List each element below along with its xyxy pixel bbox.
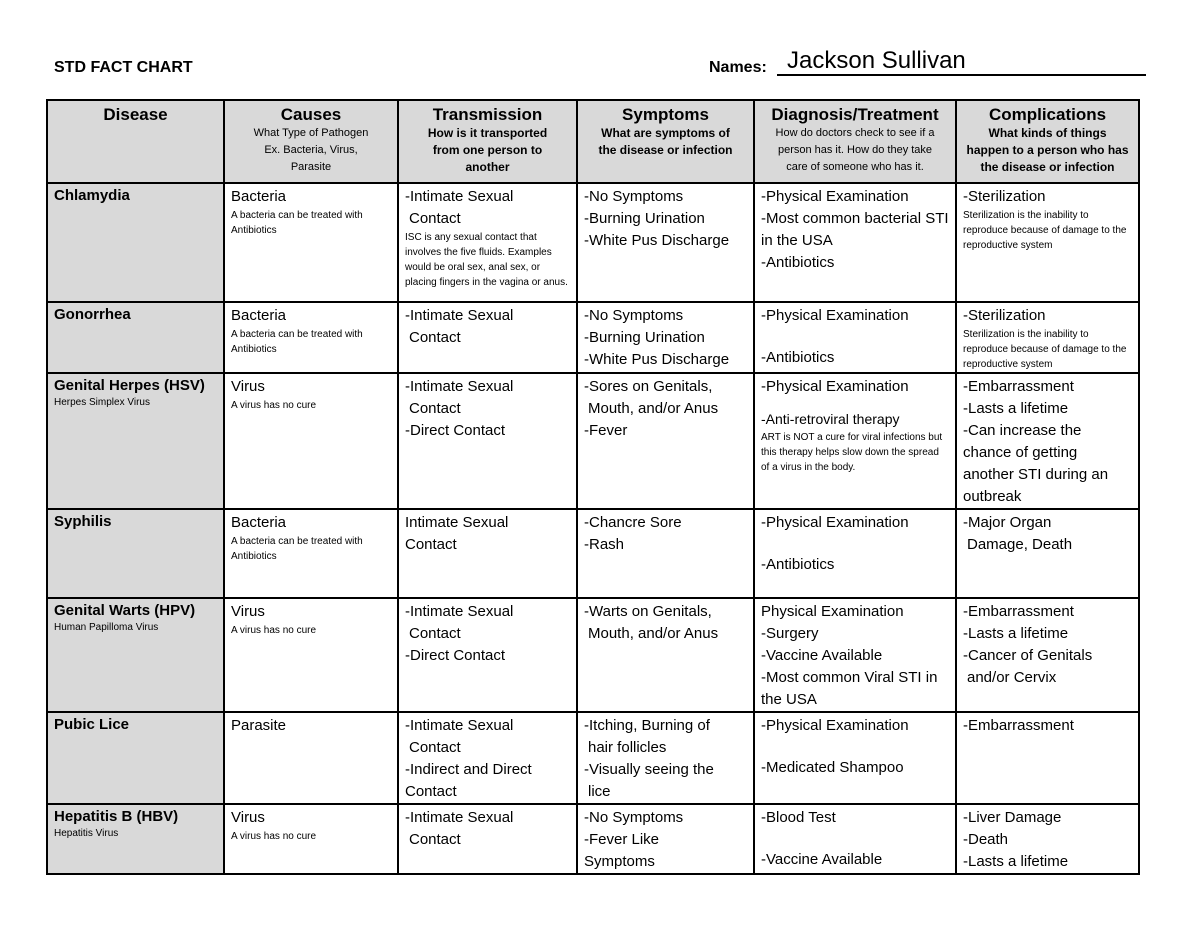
header-title: Transmission [432, 105, 543, 124]
table-row [47, 598, 1139, 712]
complication-line: -Embarrassment [963, 378, 1074, 395]
transmission-cell [398, 183, 577, 302]
disease-name: Hepatitis B (HBV) [54, 808, 179, 825]
complications-note: Sterilization is the inability to reproduce because of damage to the reproductive system [963, 329, 1127, 370]
header-row [47, 100, 1139, 183]
symptom-line: -White Pus Discharge [584, 351, 730, 368]
transmission-line: -Intimate Sexual [405, 188, 514, 205]
table-row [47, 712, 1139, 804]
diagnosis-line: -Physical Examination [761, 307, 909, 324]
complication-line: -Lasts a lifetime [963, 625, 1069, 642]
transmission-line: Intimate Sexual [405, 514, 509, 531]
cause-value: Virus [231, 603, 265, 620]
disease-full-name: Hepatitis Virus [54, 828, 119, 839]
complication-line: -Major Organ [963, 514, 1052, 531]
symptoms-cell [577, 183, 754, 302]
complication-line: -Sterilization [963, 307, 1046, 324]
diagnosis-cell [754, 598, 956, 712]
diagnosis-line: -Anti-retroviral therapy [761, 411, 900, 427]
header-desc: Ex. Bacteria, Virus, [264, 144, 358, 156]
header-desc: Parasite [290, 161, 332, 173]
diagnosis-line: -Antibiotics [761, 254, 835, 271]
complications-cell [956, 183, 1139, 302]
cause-value: Bacteria [231, 514, 287, 531]
document-title: STD FACT CHART [54, 59, 193, 76]
diagnosis-line: -Physical Examination [761, 188, 909, 205]
transmission-line: Contact [409, 210, 461, 227]
transmission-line: Contact [409, 625, 461, 642]
transmission-line: Contact [409, 400, 461, 417]
header-desc: care of someone who has it. [786, 161, 924, 173]
symptom-line: -Sores on Genitals, [584, 378, 713, 395]
diagnosis-line: -Medicated Shampoo [761, 759, 904, 776]
transmission-cell [398, 712, 577, 804]
header-desc: person has it. How do they take [777, 144, 933, 156]
complication-line: -Embarrassment [963, 717, 1074, 734]
cause-note: A virus has no cure [231, 831, 317, 842]
header-complications [956, 100, 1139, 183]
spacer [761, 327, 949, 347]
cause-note: A virus has no cure [231, 400, 317, 411]
header-desc: happen to a person who has [966, 143, 1129, 157]
table-row [47, 804, 1139, 874]
header-desc: the disease or infection [980, 160, 1115, 174]
symptom-line: -Visually seeing the [584, 761, 714, 778]
cause-cell [224, 509, 398, 598]
header-desc: How is it transported [427, 126, 548, 140]
header-title: Symptoms [622, 105, 709, 124]
diagnosis-line: -Physical Examination [761, 717, 909, 734]
disease-name: Genital Herpes (HSV) [54, 377, 205, 394]
symptom-line: -Chancre Sore [584, 514, 682, 531]
diagnosis-line: -Blood Test [761, 809, 836, 826]
disease-cell [47, 598, 224, 712]
symptom-line: -Burning Urination [584, 210, 705, 227]
symptom-line: -Fever [584, 422, 628, 439]
disease-name: Pubic Lice [54, 716, 130, 733]
diagnosis-line: -Antibiotics [761, 349, 835, 366]
transmission-line: -Intimate Sexual [405, 307, 514, 324]
header-title: Disease [103, 105, 168, 124]
transmission-line: -Intimate Sexual [405, 717, 514, 734]
header-desc: How do doctors check to see if a [775, 127, 935, 139]
transmission-cell [398, 598, 577, 712]
complication-line: -Lasts a lifetime [963, 400, 1069, 417]
symptom-line: -Rash [584, 536, 625, 553]
disease-name: Syphilis [54, 513, 112, 530]
diagnosis-line: -Physical Examination [761, 378, 909, 395]
table-row [47, 183, 1139, 302]
disease-cell [47, 509, 224, 598]
complications-note: Sterilization is the inability to reproduce because of damage to the reproductive system [963, 210, 1127, 251]
diagnosis-line: -Physical Examination [761, 514, 909, 531]
symptoms-cell [577, 302, 754, 373]
transmission-line: Contact [405, 536, 457, 553]
complication-line: -Death [963, 831, 1009, 848]
symptoms-cell [577, 712, 754, 804]
disease-full-name: Herpes Simplex Virus [54, 397, 150, 408]
transmission-cell [398, 509, 577, 598]
header-title: Causes [280, 105, 342, 124]
table-row [47, 509, 1139, 598]
transmission-line: -Intimate Sexual [405, 809, 514, 826]
complications-cell [956, 509, 1139, 598]
table-row [47, 373, 1139, 509]
cause-value: Bacteria [231, 188, 287, 205]
header-desc: another [465, 160, 510, 174]
cause-cell [224, 183, 398, 302]
diagnosis-line: -Vaccine Available [761, 851, 883, 868]
header-desc: from one person to [432, 143, 543, 157]
complication-line: -Liver Damage [963, 809, 1062, 826]
complication-line: -Lasts a lifetime [963, 853, 1069, 870]
header-causes [224, 100, 398, 183]
disease-full-name: Human Papilloma Virus [54, 622, 159, 633]
transmission-note: ISC is any sexual contact that involves the five fluids. Examples would be oral sex, anal sex, or placing fingers in the vagina or anus. [405, 232, 568, 288]
spacer [761, 398, 949, 408]
cause-note: A bacteria can be treated with Antibiotics [231, 329, 363, 355]
complications-cell [956, 804, 1139, 874]
complication-line: -Sterilization [963, 188, 1046, 205]
spacer [761, 829, 949, 849]
spacer [761, 737, 949, 757]
transmission-line: -Direct Contact [405, 422, 506, 439]
diagnosis-note: ART is NOT a cure for viral infections but this therapy helps slow down the spread of a virus in the body. [761, 432, 943, 473]
transmission-line: -Direct Contact [405, 647, 506, 664]
cause-note: A virus has no cure [231, 625, 317, 636]
symptom-line: -Warts on Genitals, [584, 603, 712, 620]
symptoms-cell [577, 598, 754, 712]
cause-value: Virus [231, 809, 265, 826]
symptom-line: lice [588, 783, 611, 800]
diagnosis-line: -Most common bacterial STI in the USA [761, 210, 949, 249]
diagnosis-cell [754, 712, 956, 804]
diagnosis-line: Physical Examination [761, 603, 904, 620]
transmission-line: -Intimate Sexual [405, 378, 514, 395]
transmission-line: Contact [409, 329, 461, 346]
complication-line: -Embarrassment [963, 603, 1074, 620]
transmission-line: -Indirect and Direct Contact [405, 761, 532, 800]
symptom-line: Symptoms [584, 853, 655, 870]
disease-cell [47, 183, 224, 302]
symptoms-cell [577, 509, 754, 598]
symptoms-cell [577, 373, 754, 509]
complication-line: Damage, Death [967, 536, 1073, 553]
disease-name: Genital Warts (HPV) [54, 602, 196, 619]
disease-cell [47, 804, 224, 874]
transmission-line: -Intimate Sexual [405, 603, 514, 620]
header-title: Complications [988, 105, 1107, 124]
diagnosis-cell [754, 183, 956, 302]
cause-cell [224, 373, 398, 509]
header-desc: the disease or infection [598, 143, 733, 157]
transmission-line: Contact [409, 831, 461, 848]
transmission-cell [398, 373, 577, 509]
symptom-line: Mouth, and/or Anus [588, 400, 719, 417]
symptom-line: -Burning Urination [584, 329, 705, 346]
names-field[interactable]: Jackson Sullivan [777, 46, 1146, 76]
spacer [761, 534, 949, 554]
diagnosis-line: -Most common Viral STI in the USA [761, 669, 938, 708]
cause-value: Virus [231, 378, 265, 395]
cause-cell [224, 598, 398, 712]
disease-cell [47, 712, 224, 804]
complications-cell [956, 712, 1139, 804]
disease-cell [47, 373, 224, 509]
symptom-line: -Itching, Burning of [584, 717, 710, 734]
symptom-line: Mouth, and/or Anus [588, 625, 719, 642]
complication-line: and/or Cervix [967, 669, 1057, 686]
header-title: Diagnosis/Treatment [771, 105, 939, 124]
symptom-line: -White Pus Discharge [584, 232, 730, 249]
header-transmission [398, 100, 577, 183]
diagnosis-line: -Vaccine Available [761, 647, 883, 664]
cause-cell [224, 302, 398, 373]
disease-name: Gonorrhea [54, 306, 131, 323]
disease-name: Chlamydia [54, 187, 130, 204]
complications-cell [956, 373, 1139, 509]
diagnosis-line: -Surgery [761, 625, 819, 642]
symptoms-cell [577, 804, 754, 874]
diagnosis-line: -Antibiotics [761, 556, 835, 573]
symptom-line: -No Symptoms [584, 809, 684, 826]
complications-cell [956, 302, 1139, 373]
cause-value: Bacteria [231, 307, 287, 324]
cause-note: A bacteria can be treated with Antibiotics [231, 210, 363, 236]
header-desc: What kinds of things [988, 126, 1107, 140]
symptom-line: -Fever Like [584, 831, 660, 848]
complication-line: -Cancer of Genitals [963, 647, 1093, 664]
header-desc: What Type of Pathogen [253, 127, 369, 139]
transmission-cell [398, 302, 577, 373]
diagnosis-cell [754, 509, 956, 598]
cause-cell [224, 804, 398, 874]
complications-cell [956, 598, 1139, 712]
disease-cell [47, 302, 224, 373]
transmission-cell [398, 804, 577, 874]
cause-note: A bacteria can be treated with Antibiotics [231, 536, 363, 562]
header-disease [47, 100, 224, 183]
header-desc: What are symptoms of [601, 126, 730, 140]
diagnosis-cell [754, 804, 956, 874]
transmission-line: Contact [409, 739, 461, 756]
table-row [47, 302, 1139, 373]
diagnosis-cell [754, 302, 956, 373]
header-diagnosis [754, 100, 956, 183]
std-fact-table [46, 99, 1140, 875]
cause-cell [224, 712, 398, 804]
header-symptoms [577, 100, 754, 183]
symptom-line: hair follicles [588, 739, 667, 756]
diagnosis-cell [754, 373, 956, 509]
symptom-line: -No Symptoms [584, 307, 684, 324]
names-label: Names: [709, 59, 767, 76]
complication-line: -Can increase the chance of getting another STI during an outbreak [963, 422, 1109, 505]
cause-value: Parasite [231, 717, 287, 734]
symptom-line: -No Symptoms [584, 188, 684, 205]
